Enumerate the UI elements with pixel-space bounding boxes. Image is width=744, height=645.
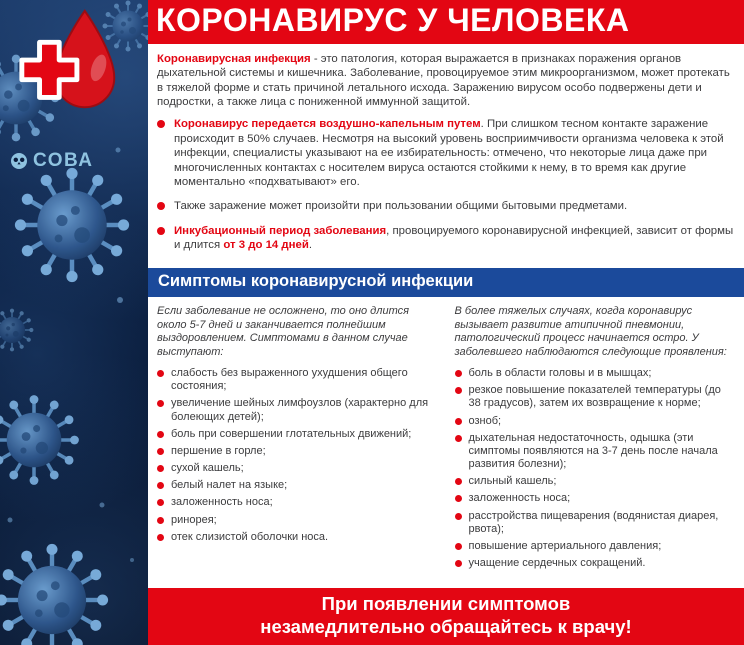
symptoms-column-right: [455, 305, 733, 587]
facts-list: [157, 117, 734, 262]
bullet-icon: [157, 227, 165, 235]
fact-item: [157, 224, 734, 253]
bullet-icon: [157, 534, 164, 541]
symptom-text: увеличение шейных лимфоузлов (характерно для болеющих детей);: [171, 397, 429, 423]
bullet-icon: [455, 513, 462, 520]
symptom-text: слабость без выраженного ухудшения общего состояния;: [171, 366, 408, 393]
symptom-text: озноб;: [468, 414, 502, 427]
symptom-text: боль при совершении глотательных движений;: [171, 427, 412, 440]
list-item: [157, 367, 435, 393]
list-item: [157, 428, 435, 441]
list-item: [157, 462, 435, 475]
list-item: [157, 397, 435, 423]
fact-highlight: от 3 до 14 дней: [223, 238, 309, 251]
logo-text: СОВА: [33, 150, 94, 171]
list-item: [157, 479, 435, 492]
list-item: [455, 415, 733, 428]
symptom-text: першение в горле;: [171, 444, 266, 457]
list-item: [455, 510, 733, 536]
fact-text: [174, 224, 734, 253]
bullet-icon: [455, 478, 462, 485]
list-item: [157, 496, 435, 509]
list-item: [157, 445, 435, 458]
fact-item: [157, 117, 734, 189]
list-item: [455, 367, 733, 380]
intro-rest: - это патология, которая выражается в признаках поражения органов дыхательной системы и кишечника. Заболевание, провоцируемое этим микроорганизмом, может протекать в тяжелой форме и стать причиной летального исхода. Заражению вирусом особо подвержены дети и подростки, а также лица с пониженной иммунной защитой.: [157, 53, 730, 109]
owl-icon: [10, 152, 28, 170]
left-column-intro: Если заболевание не осложнено, то оно длится около 5-7 дней и заканчивается полнейшим выздоровлением. Симптомами в данном случае выступают:: [157, 305, 409, 358]
blood-drop-icon: [12, 6, 130, 118]
page-title: КОРОНАВИРУС У ЧЕЛОВЕКА: [148, 0, 744, 44]
fact-tail: .: [308, 238, 313, 251]
fact-rest: Также заражение может произойти при пользовании общими бытовыми предметами.: [174, 200, 628, 213]
symptom-text: сильный кашель;: [468, 475, 557, 488]
fact-rest: . При слишком тесном контакте заражение происходит в 50% случаев. Несмотря на высокий уровень восприимчивости организма человека к этой инфекции, специалисты указывают на ее избирательность: отмечено, что некоторые лица даже при многочисленных контактах с носителем вируса остаются стойкими к нему, в то время как другие моментально «подхватывают» его.: [174, 118, 724, 188]
bullet-icon: [455, 370, 462, 377]
right-column-intro: В более тяжелых случаях, когда коронавирус вызывает развитие атипичной пневмонии, патологический процесс начинается остро. У заболевшего наблюдаются следующие проявления:: [454, 305, 727, 358]
list-item: [455, 540, 733, 553]
list-item: [157, 531, 435, 544]
sova-logo: [10, 150, 94, 172]
symptoms-columns: [148, 297, 744, 587]
bullet-icon: [157, 370, 164, 377]
bullet-icon: [157, 517, 164, 524]
fact-lead: Коронавирус передается воздушно-капельным путем: [174, 118, 481, 131]
bullet-icon: [157, 120, 165, 128]
list-item: [455, 475, 733, 488]
warning-banner: [148, 588, 744, 645]
bullet-icon: [157, 202, 165, 210]
sidebar: [0, 0, 148, 645]
symptom-text: боль в области головы и в мышцах;: [468, 366, 652, 379]
symptoms-column-left: [157, 305, 435, 587]
right-symptom-list: [455, 367, 733, 570]
bullet-icon: [157, 465, 164, 472]
warning-line-2: незамедлительно обращайтесь к врачу!: [260, 615, 632, 637]
symptom-text: заложенность носа;: [171, 496, 273, 509]
bullet-icon: [157, 448, 164, 455]
symptom-text: дыхательная недостаточность, одышка (эти симптомы появляются на 3-7 день после начала развития болезни);: [468, 431, 718, 471]
symptoms-section-header: Симптомы коронавирусной инфекции: [148, 268, 744, 297]
symptom-text: заложенность носа;: [468, 492, 571, 505]
fact-item: [157, 199, 734, 213]
warning-line-1: При появлении симптомов: [321, 592, 571, 614]
symptom-text: расстройства пищеварения (водянистая диарея, рвота);: [468, 509, 719, 535]
intro-paragraph: [157, 52, 734, 109]
bullet-icon: [455, 495, 462, 502]
bullet-icon: [157, 400, 164, 407]
bullet-icon: [455, 560, 462, 567]
list-item: [455, 557, 733, 570]
symptom-text: учащение сердечных сокращений.: [468, 557, 646, 570]
main-content: [148, 0, 744, 645]
left-symptom-list: [157, 367, 435, 544]
symptom-text: повышение артериального давления;: [468, 540, 662, 552]
symptom-text: отек слизистой оболочки носа.: [171, 530, 329, 543]
symptom-text: белый налет на языке;: [171, 479, 288, 492]
fact-lead: Инкубационный период заболевания: [174, 224, 387, 237]
fact-text: [174, 117, 734, 189]
bullet-icon: [157, 431, 164, 438]
symptom-text: сухой кашель;: [171, 462, 244, 475]
list-item: [455, 432, 733, 472]
list-item: [157, 514, 435, 527]
bullet-icon: [455, 418, 462, 425]
bullet-icon: [455, 435, 462, 442]
bullet-icon: [157, 499, 164, 506]
bullet-icon: [455, 543, 462, 550]
list-item: [455, 384, 733, 410]
symptom-text: ринорея;: [171, 513, 217, 526]
list-item: [455, 492, 733, 505]
fact-text: [174, 199, 627, 213]
bullet-icon: [455, 387, 462, 394]
symptom-text: резкое повышение показателей температуры (до 38 градусов), затем их возвращение к норме;: [468, 384, 721, 410]
bullet-icon: [157, 482, 164, 489]
fact-mid: , провоцируемого коронавирусной инфекцией, зависит от формы и длится: [174, 224, 734, 251]
intro-lead: Коронавирусная инфекция: [157, 53, 311, 65]
